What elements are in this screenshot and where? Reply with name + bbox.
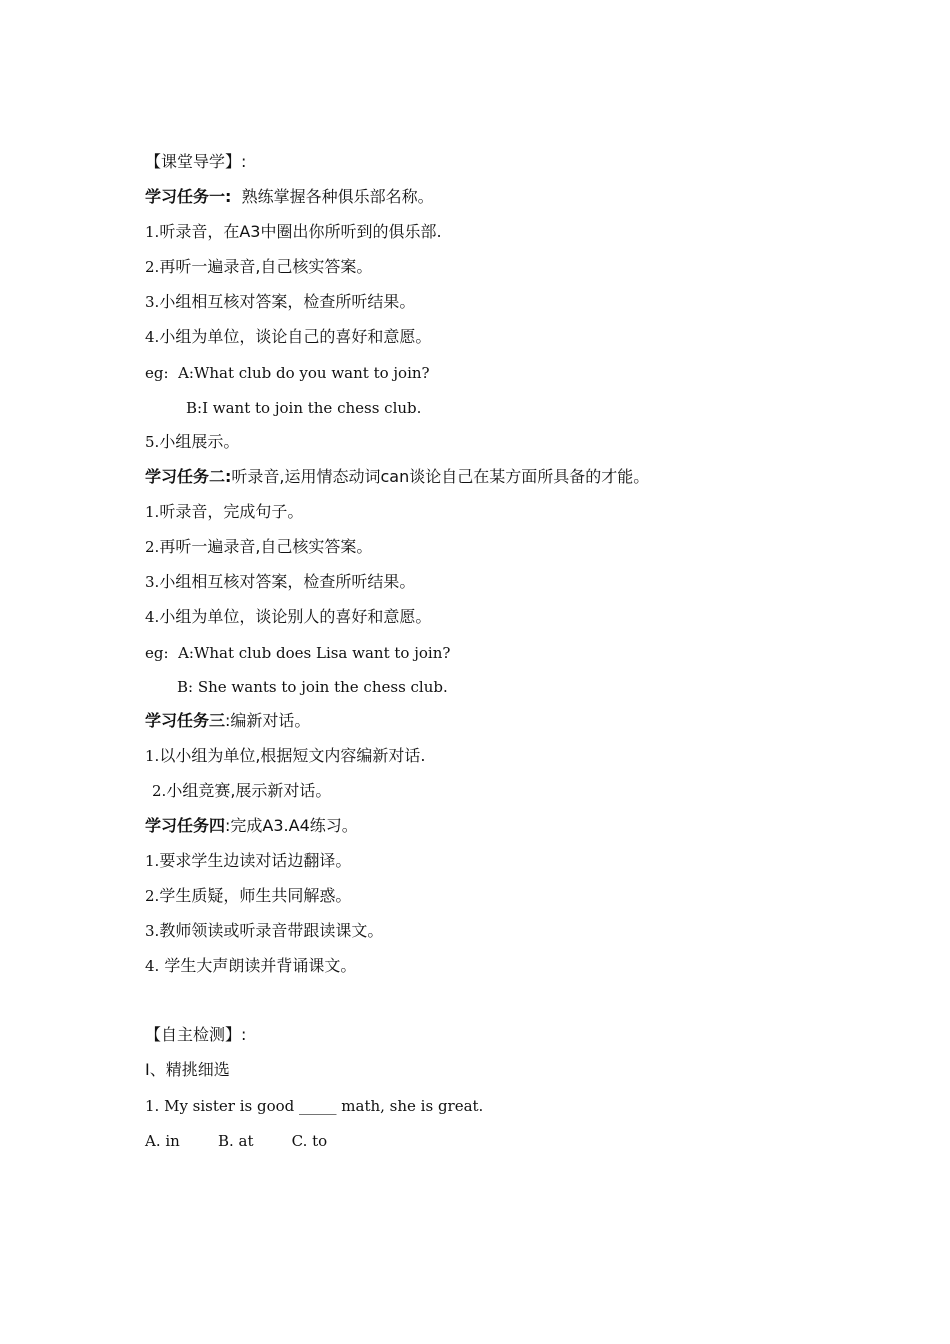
step-text: 教师领读或听录音带跟读课文。 xyxy=(159,921,384,940)
classroom-guide-heading: 【课堂导学】: xyxy=(145,152,247,171)
step-number: 3. xyxy=(145,293,160,311)
task1-example-a: eg: A:What club do you want to join? xyxy=(145,364,430,382)
step-number: 2. xyxy=(145,538,160,556)
task2-step-3 xyxy=(145,572,415,592)
task2-line xyxy=(145,467,649,487)
step-text: 听录音，在A3中圈出你所听到的俱乐部. xyxy=(159,222,442,241)
task4-line xyxy=(145,816,358,836)
task2-step-4 xyxy=(145,607,431,627)
task4-title: 学习任务四 xyxy=(145,816,226,835)
task2-example-a: eg: A:What club does Lisa want to join? xyxy=(145,644,451,662)
step-text: 小组相互核对答案，检查所听结果。 xyxy=(159,292,416,311)
step-text: 小组为单位，谈论自己的喜好和意愿。 xyxy=(159,327,432,346)
task3-step-1 xyxy=(145,746,426,766)
step-text: 小组相互核对答案，检查所听结果。 xyxy=(159,572,416,591)
task2-example-b: B: She wants to join the chess club. xyxy=(177,678,448,696)
task2-step-2 xyxy=(145,537,372,557)
step-number: 3. xyxy=(145,922,160,940)
step-text: 学生质疑，师生共同解惑。 xyxy=(159,886,352,905)
step-text: 小组竞赛,展示新对话。 xyxy=(166,781,332,800)
step-text: 小组展示。 xyxy=(159,432,240,451)
task2-step-1 xyxy=(145,502,303,522)
step-number: 4. xyxy=(145,608,160,626)
task3-step-2 xyxy=(152,781,331,801)
task1-step-2 xyxy=(145,257,372,277)
task1-step-5 xyxy=(145,432,239,452)
self-check-heading: 【自主检测】: xyxy=(145,1025,247,1044)
task3-desc: :编新对话。 xyxy=(225,711,311,730)
task1-title: 学习任务一: xyxy=(145,187,232,206)
task4-step-2 xyxy=(145,886,351,906)
step-text: 以小组为单位,根据短文内容编新对话. xyxy=(159,746,426,765)
step-number: 3. xyxy=(145,573,160,591)
task1-step-3 xyxy=(145,292,415,312)
task1-example-b: B:I want to join the chess club. xyxy=(186,399,422,417)
task1-step-1 xyxy=(145,222,442,242)
step-number: 1. xyxy=(145,852,160,870)
question-1: 1. My sister is good _____ math, she is great. xyxy=(145,1097,484,1115)
task3-line xyxy=(145,711,310,731)
step-text: 再听一遍录音,自己核实答案。 xyxy=(159,537,373,556)
step-number: 2. xyxy=(145,887,160,905)
task2-desc: 听录音,运用情态动词can谈论自己在某方面所具备的才能。 xyxy=(231,467,650,486)
step-text: 听录音，完成句子。 xyxy=(159,502,304,521)
step-number: 1. xyxy=(145,747,160,765)
task1-step-4 xyxy=(145,327,431,347)
step-number: 1. xyxy=(145,223,160,241)
step-number: 5. xyxy=(145,433,160,451)
task4-step-3 xyxy=(145,921,383,941)
step-text: 再听一遍录音,自己核实答案。 xyxy=(159,257,373,276)
step-number: 1. xyxy=(145,503,160,521)
step-number: 2. xyxy=(152,782,167,800)
task1-line xyxy=(145,187,434,207)
task4-step-1 xyxy=(145,851,351,871)
task3-title: 学习任务三 xyxy=(145,711,226,730)
step-number: 4. xyxy=(145,328,160,346)
step-text: 要求学生边读对话边翻译。 xyxy=(159,851,352,870)
step-number: 4. xyxy=(145,957,160,975)
self-check-part-1: I、精挑细选 xyxy=(145,1060,230,1079)
task4-desc: :完成A3.A4练习。 xyxy=(225,816,358,835)
task2-title: 学习任务二: xyxy=(145,467,232,486)
task1-desc: 熟练掌握各种俱乐部名称。 xyxy=(231,187,434,206)
step-text: 小组为单位，谈论别人的喜好和意愿。 xyxy=(159,607,432,626)
task4-step-4 xyxy=(145,956,356,976)
step-text: 学生大声朗读并背诵课文。 xyxy=(159,956,357,975)
step-number: 2. xyxy=(145,258,160,276)
question-1-options: A. in B. at C. to xyxy=(145,1132,328,1150)
